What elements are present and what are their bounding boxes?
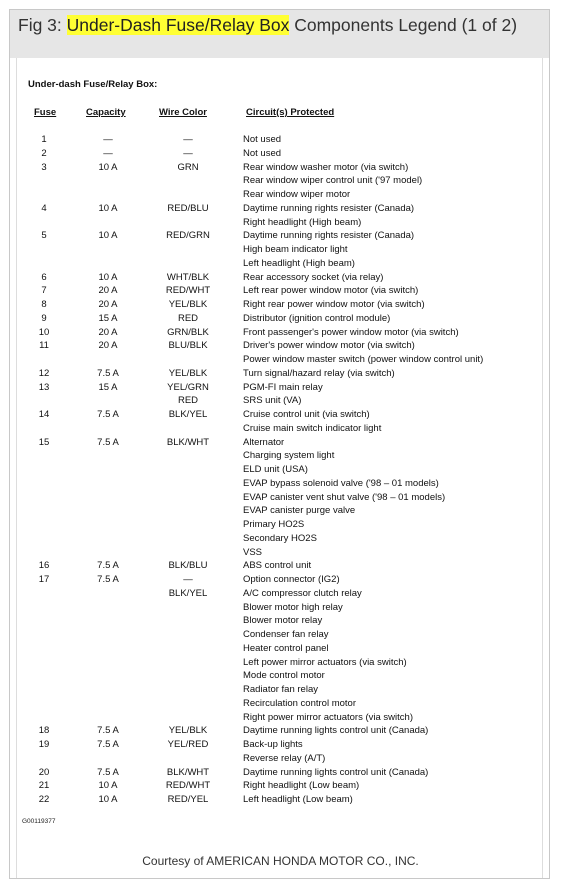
- capacity-cell: 7.5 A: [97, 766, 119, 778]
- circuit-cell: Daytime running lights control unit (Canada): [243, 766, 429, 778]
- table-row: [0, 271, 561, 285]
- circuit-cell: Blower motor high relay: [243, 601, 343, 613]
- wire-color-cell: YEL/RED: [167, 739, 209, 750]
- table-row: [0, 752, 561, 766]
- fuse-cell: 6: [41, 271, 47, 283]
- table-row: [0, 491, 561, 505]
- circuit-cell: Right headlight (Low beam): [243, 780, 360, 792]
- circuit-cell: High beam indicator light: [243, 244, 348, 255]
- wire-color-cell: RED: [177, 395, 199, 407]
- circuit-cell: Secondary HO2S: [243, 532, 317, 544]
- capacity-cell: —: [103, 147, 113, 159]
- circuit-cell: EVAP bypass solenoid valve ('98 – 01 models): [243, 477, 439, 489]
- table-row: [0, 793, 561, 807]
- table-row: [0, 422, 561, 436]
- circuit-cell: Turn signal/hazard relay (via switch): [243, 367, 395, 379]
- fuse-cell: 7: [41, 285, 47, 297]
- capacity-cell: 10 A: [98, 271, 118, 283]
- table-row: [0, 229, 561, 243]
- fuse-cell: 19: [38, 739, 50, 750]
- circuit-cell: Daytime running rights resister (Canada): [243, 202, 415, 214]
- table-row: [0, 133, 561, 147]
- circuit-cell: Not used: [243, 134, 282, 145]
- fuse-cell: 4: [41, 202, 47, 214]
- capacity-cell: 7.5 A: [97, 574, 119, 585]
- wire-color-cell: YEL/BLK: [168, 725, 208, 737]
- wire-color-cell: RED/WHT: [165, 780, 211, 792]
- table-row: [0, 147, 561, 161]
- table-row: [0, 174, 561, 188]
- table-row: [0, 394, 561, 408]
- capacity-cell: 7.5 A: [97, 739, 119, 750]
- table-row: [0, 298, 561, 312]
- circuit-cell: Option connector (IG2): [243, 574, 340, 585]
- capacity-cell: 20 A: [98, 326, 118, 338]
- wire-color-cell: BLK/BLU: [168, 560, 208, 572]
- capacity-cell: 10 A: [98, 202, 118, 214]
- capacity-cell: 10 A: [98, 161, 118, 173]
- table-row: [0, 339, 561, 353]
- table-row: [0, 573, 561, 587]
- table-row: [0, 601, 561, 615]
- capacity-cell: 20 A: [98, 299, 118, 310]
- circuit-cell: ABS control unit: [243, 560, 312, 572]
- fuse-cell: 18: [38, 725, 50, 737]
- table-row: [0, 697, 561, 711]
- capacity-cell: 20 A: [98, 340, 118, 352]
- circuit-cell: Cruise main switch indicator light: [243, 422, 382, 434]
- circuit-cell: Blower motor relay: [243, 615, 323, 627]
- circuit-cell: Right rear power window motor (via switch): [243, 299, 425, 310]
- table-row: [0, 257, 561, 271]
- fuse-cell: 9: [41, 312, 47, 324]
- circuit-cell: Primary HO2S: [243, 519, 305, 530]
- table-row: [0, 367, 561, 381]
- wire-color-cell: BLU/BLK: [168, 340, 208, 352]
- capacity-cell: 10 A: [98, 230, 118, 242]
- fuse-cell: 21: [38, 780, 50, 792]
- fuse-cell: 17: [38, 574, 50, 585]
- header-circuits: Circuit(s) Protected: [246, 107, 335, 118]
- table-row: [0, 738, 561, 752]
- table-row: [0, 284, 561, 298]
- wire-color-cell: GRN: [177, 161, 199, 173]
- circuit-cell: Charging system light: [243, 450, 335, 462]
- fuse-cell: 8: [41, 299, 47, 310]
- capacity-cell: 7.5 A: [97, 436, 119, 448]
- circuit-cell: ELD unit (USA): [243, 464, 308, 475]
- wire-color-cell: RED/YEL: [167, 794, 209, 805]
- table-row: [0, 724, 561, 738]
- wire-color-cell: —: [183, 574, 193, 585]
- table-row: [0, 449, 561, 463]
- table-row: [0, 711, 561, 725]
- circuit-cell: EVAP canister purge valve: [243, 505, 356, 517]
- fuse-cell: 10: [38, 326, 50, 338]
- wire-color-cell: BLK/WHT: [166, 766, 210, 778]
- circuit-cell: Right power mirror actuators (via switch): [243, 711, 413, 723]
- header-capacity: Capacity: [86, 107, 126, 118]
- fuse-cell: 16: [38, 560, 50, 572]
- title-suffix: Components Legend (1 of 2): [289, 15, 518, 35]
- wire-color-cell: —: [183, 134, 193, 145]
- fuse-cell: 22: [38, 794, 50, 805]
- wire-color-cell: RED: [177, 312, 199, 324]
- wire-color-cell: WHT/BLK: [166, 271, 210, 283]
- circuit-cell: Daytime running lights control unit (Canada): [243, 725, 429, 737]
- title-highlight: Under-Dash Fuse/Relay Box: [66, 15, 290, 35]
- table-row: [0, 188, 561, 202]
- image-code: G00119377: [22, 818, 56, 825]
- wire-color-cell: BLK/YEL: [168, 409, 208, 420]
- table-row: [0, 628, 561, 642]
- circuit-cell: Alternator: [243, 436, 285, 448]
- table-row: [0, 532, 561, 546]
- legend-subtitle: Under-dash Fuse/Relay Box:: [28, 79, 158, 90]
- circuit-cell: EVAP canister vent shut valve ('98 – 01 models): [243, 491, 446, 503]
- wire-color-cell: GRN/BLK: [167, 326, 209, 338]
- circuit-cell: Left rear power window motor (via switch): [243, 285, 419, 297]
- circuit-cell: Right headlight (High beam): [243, 216, 362, 228]
- capacity-cell: 7.5 A: [97, 560, 119, 572]
- circuit-cell: VSS: [243, 546, 263, 558]
- table-row: [0, 243, 561, 257]
- circuit-cell: Radiator fan relay: [243, 684, 318, 695]
- circuit-cell: Rear accessory socket (via relay): [243, 271, 384, 283]
- table-row: [0, 202, 561, 216]
- circuit-cell: Left power mirror actuators (via switch): [243, 656, 407, 668]
- circuit-cell: Not used: [243, 147, 282, 159]
- table-row: [0, 766, 561, 780]
- circuit-cell: A/C compressor clutch relay: [243, 587, 362, 599]
- table-row: [0, 656, 561, 670]
- capacity-cell: 15 A: [98, 312, 118, 324]
- wire-color-cell: RED/BLU: [167, 202, 209, 214]
- fuse-cell: 1: [41, 134, 47, 145]
- fuse-cell: 11: [39, 340, 49, 352]
- fuse-cell: 5: [41, 230, 47, 242]
- circuit-cell: Heater control panel: [243, 642, 329, 654]
- fuse-cell: 20: [38, 766, 50, 778]
- fuse-cell: 12: [38, 367, 50, 379]
- circuit-cell: PGM-FI main relay: [243, 381, 323, 393]
- table-row: [0, 381, 561, 395]
- table-row: [0, 642, 561, 656]
- circuit-cell: Rear window washer motor (via switch): [243, 161, 409, 173]
- circuit-cell: Cruise control unit (via switch): [243, 409, 370, 420]
- circuit-cell: Left headlight (Low beam): [243, 794, 353, 805]
- circuit-cell: Rear window wiper motor: [243, 189, 351, 200]
- capacity-cell: 7.5 A: [97, 409, 119, 420]
- wire-color-cell: YEL/BLK: [168, 367, 208, 379]
- table-row: [0, 546, 561, 560]
- circuit-cell: Front passenger's power window motor (via switch): [243, 326, 459, 338]
- figure-title: [10, 10, 549, 58]
- capacity-cell: 7.5 A: [97, 367, 119, 379]
- table-row: [0, 408, 561, 422]
- wire-color-cell: BLK/YEL: [168, 587, 208, 599]
- circuit-cell: Mode control motor: [243, 670, 325, 682]
- wire-color-cell: YEL/GRN: [167, 381, 209, 393]
- circuit-cell: Reverse relay (A/T): [243, 752, 326, 764]
- capacity-cell: 15 A: [98, 381, 118, 393]
- table-row: [0, 614, 561, 628]
- fuse-cell: 3: [41, 161, 47, 173]
- circuit-cell: Distributor (ignition control module): [243, 312, 391, 324]
- table-row: [0, 463, 561, 477]
- table-row: [0, 436, 561, 450]
- credit-line: Courtesy of AMERICAN HONDA MOTOR CO., INC.: [142, 854, 419, 868]
- circuit-cell: SRS unit (VA): [243, 395, 302, 407]
- table-row: [0, 477, 561, 491]
- wire-color-cell: YEL/BLK: [168, 299, 208, 310]
- capacity-cell: 20 A: [98, 285, 118, 297]
- table-row: [0, 779, 561, 793]
- circuit-cell: Rear window wiper control unit ('97 model): [243, 175, 423, 187]
- table-row: [0, 587, 561, 601]
- fuse-cell: 14: [38, 409, 50, 420]
- table-row: [0, 518, 561, 532]
- wire-color-cell: —: [183, 147, 193, 159]
- title-prefix: Fig 3:: [18, 15, 67, 35]
- circuit-cell: Back-up lights: [243, 739, 303, 750]
- wire-color-cell: RED/WHT: [165, 285, 211, 297]
- table-row: [0, 683, 561, 697]
- circuit-cell: Condenser fan relay: [243, 629, 329, 640]
- capacity-cell: 10 A: [98, 794, 118, 805]
- wire-color-cell: BLK/WHT: [166, 436, 210, 448]
- fuse-cell: 15: [38, 436, 50, 448]
- fuse-cell: 13: [38, 381, 50, 393]
- circuit-cell: Recirculation control motor: [243, 697, 356, 709]
- table-row: [0, 669, 561, 683]
- circuit-cell: Daytime running rights resister (Canada): [243, 230, 415, 242]
- table-row: [0, 326, 561, 340]
- capacity-cell: 7.5 A: [97, 725, 119, 737]
- capacity-cell: —: [103, 134, 113, 145]
- header-wire-color: Wire Color: [159, 107, 207, 118]
- circuit-cell: Left headlight (High beam): [243, 257, 355, 269]
- capacity-cell: 10 A: [98, 780, 118, 792]
- table-row: [0, 559, 561, 573]
- table-row: [0, 312, 561, 326]
- circuit-cell: Power window master switch (power window control unit): [243, 354, 484, 365]
- table-row: [0, 161, 561, 175]
- circuit-cell: Driver's power window motor (via switch): [243, 340, 415, 352]
- table-row: [0, 216, 561, 230]
- table-row: [0, 353, 561, 367]
- wire-color-cell: RED/GRN: [166, 230, 210, 242]
- header-fuse: Fuse: [34, 107, 57, 118]
- fuse-cell: 2: [41, 147, 47, 159]
- table-row: [0, 504, 561, 518]
